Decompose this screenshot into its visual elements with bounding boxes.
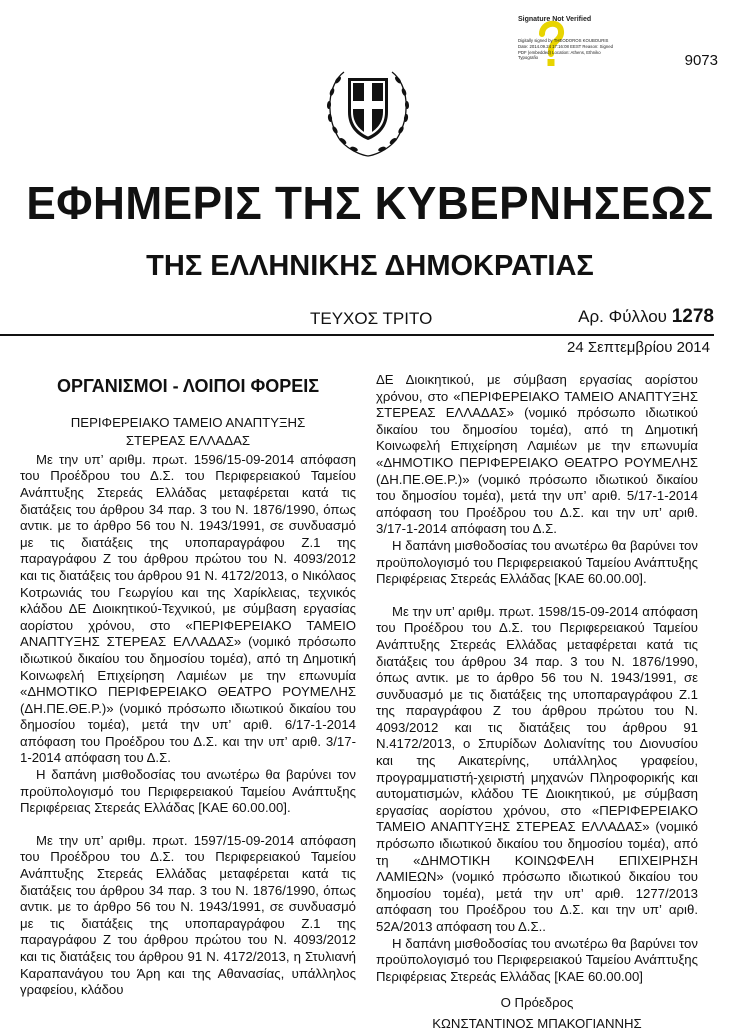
organization-name-line1: ΠΕΡΙΦΕΡΕΙΑΚΟ ΤΑΜΕΙΟ ΑΝΑΠΤΥΞΗΣ	[70, 414, 306, 430]
payroll-cost-paragraph: Η δαπάνη μισθοδοσίας του ανωτέρω θα βαρύνει τον προϋπολογισμό του Περιφερειακού Ταμείου Ανάπτυξης Περιφέρειας Στερεάς Ελλάδας [ΚΑΕ 60.00.00].	[20, 767, 356, 816]
greek-coat-of-arms-icon	[316, 56, 420, 160]
issue-date: 24 Σεπτεμβρίου 2014	[567, 339, 710, 356]
masthead-title: ΕΦΗΜΕΡΙΣ ΤΗΣ ΚΥΒΕΡΝΗΣΕΩΣ	[26, 177, 714, 229]
issue-type: ΤΕΥΧΟΣ ΤΡΙΤΟ	[310, 309, 433, 328]
sheet-number	[578, 306, 714, 328]
decision-1596-paragraph: Με την υπ’ αριθμ. πρωτ. 1596/15-09-2014 απόφαση του Προέδρου του Δ.Σ. του Περιφερειακού Ταμείου Ανάπτυξης Στερεάς Ελλάδας μεταφέρεται κατά τις διατάξεις του άρθρου 34 παρ. 3 του Ν. 1876/1990, όπως αντικ. με το άρθρο 56 του Ν. 1943/1991, σε συνδυασμό με τις διατάξεις της υποπαραγράφου Ζ.1 της παραγράφου Ζ του άρθρου πρώτου του Ν. 4093/2012 και τις διατάξεις του άρθρου 91 Ν. 4172/2013, ο Νικόλαος Κοτρωνιάς του Γεωργίου και της Χαρίκλειας, τεχνικός κλάδου ΔΕ Διοικητικού-Τεχνικού, με σύμβαση εργασίας αορίστου χρόνου, στο «ΠΕΡΙΦΕΡΕΙΑΚΟ ΤΑΜΕΙΟ ΑΝΑΠΤΥΞΗΣ ΣΤΕΡΕΑΣ ΕΛΛΑΔΑΣ» (νομικό πρόσωπο ιδιωτικού δικαίου του δημοσίου τομέα), από τη Δημοτική Κοινωφελή Επιχείρηση Λαμιέων με την επωνυμία «ΔΗΜΟΤΙΚΟ ΠΕΡΙΦΕΡΕΙΑΚΟ ΘΕΑΤΡΟ ΡΟΥΜΕΛΗΣ (ΔΗ.ΠΕ.ΘΕ.Ρ.)» (νομικό πρόσωπο ιδιωτικού δικαίου του δημοσίου τομέα), μετά την υπ’ αριθ. 6/17-1-2014 απόφαση του Προέδρου του Δ.Σ. και την υπ’ αριθ. 3/17-1-2014 απόφαση του Δ.Σ.	[20, 451, 356, 766]
decision-1598-paragraph: Με την υπ’ αριθμ. πρωτ. 1598/15-09-2014 απόφαση του Προέδρου του Δ.Σ. του Περιφερειακού Ταμείου Ανάπτυξης Στερεάς Ελλάδας μεταφέρεται κατά τις διατάξεις του άρθρου 34 παρ. 3 του Ν. 1876/1990, όπως αντικ. με το άρθρο 56 του Ν. 1943/1991, σε συνδυασμό με τις διατάξεις της υποπαραγράφου Ζ.1 της παραγράφου Ζ του άρθρου πρώτου του Ν. 4093/2012 και τις διατάξεις του άρθρου 91 Ν.4172/2013, ο Σπυρίδων Δολιανίτης του Διονυσίου και της Αικατερίνης, υπάλληλος γραφείου, προγραμματιστή-χειριστή μηχανών Πληροφορικής και αυτοματισμών, κλάδου ΤΕ Διοικητικού, με σύμβαση εργασίας αορίστου χρόνου, στο «ΠΕΡΙΦΕΡΕΙΑΚΟ ΤΑΜΕΙΟ ΑΝΑΠΤΥΞΗΣ ΣΤΕΡΕΑΣ ΕΛΛΑΔΑΣ» (νομικό πρόσωπο ιδιωτικού δικαίου του δημοσίου τομέα), από τη «ΔΗΜΟΤΙΚΗ ΚΟΙΝΩΦΕΛΗ ΕΠΙΧΕΙΡΗΣΗ ΛΑΜΙΕΩΝ» (νομικό πρόσωπο ιδιωτικού δικαίου του δημοσίου τομέα), μετά την υπ’ αριθ. 1277/2013 απόφαση του Προέδρου του Δ.Σ. και την υπ’ αριθ. 52Α/2013 απόφαση του Δ.Σ..	[376, 603, 698, 934]
organization-name-line2: ΣΤΕΡΕΑΣ ΕΛΛΑΔΑΣ	[125, 433, 251, 449]
right-column	[376, 372, 698, 1033]
signatory-name: ΚΩΝΣΤΑΝΤΙΝΟΣ ΜΠΑΚΟΓΙΑΝΝΗΣ	[432, 1015, 642, 1031]
signature-detail: Digitally signed by THEODOROS KOUBOURIS Date: 2014.09.24 17:16:08 EEST Reason: Signed PDF (embedded) Location: Athens, Ethniko Typografio	[518, 38, 613, 61]
decision-1597-continued-paragraph: ΔΕ Διοικητικού, με σύμβαση εργασίας αορίστου χρόνου, στο «ΠΕΡΙΦΕΡΕΙΑΚΟ ΤΑΜΕΙΟ ΑΝΑΠΤΥΞΗΣ ΣΤΕΡΕΑΣ ΕΛΛΑΔΑΣ» (νομικό πρόσωπο ιδιωτικού δικαίου του δημοσίου τομέα), από τη Δημοτική Κοινωφελή Επιχείρηση Λαμιέων με την επωνυμία «ΔΗΜΟΤΙΚΟ ΠΕΡΙΦΕΡΕΙΑΚΟ ΘΕΑΤΡΟ ΡΟΥΜΕΛΗΣ (ΔΗ.ΠΕ.ΘΕ.Ρ.)» (νομικό πρόσωπο ιδιωτικού δικαίου του δημοσίου τομέα), μετά την υπ’ αριθ. 5/17-1-2014 απόφαση του Προέδρου του Δ.Σ. και την υπ’ αριθ. 3/17-1-2014 απόφαση του Δ.Σ.	[376, 372, 698, 537]
signatory-role: Ο Πρόεδρος	[500, 995, 574, 1011]
decision-1597-paragraph: Με την υπ’ αριθμ. πρωτ. 1597/15-09-2014 απόφαση του Προέδρου του Δ.Σ. του Περιφερειακού Ταμείου Ανάπτυξης Στερεάς Ελλάδας μεταφέρεται κατά τις διατάξεις του άρθρου 34 παρ. 3 του Ν. 1876/1990, όπως αντικ. με το άρθρο 56 του Ν. 1943/1991, σε συνδυασμό με τις διατάξεις της υποπαραγράφου Ζ.1 της παραγράφου Ζ του άρθρου πρώτου του Ν. 4093/2012 και τις διατάξεις του άρθρου 91 Ν. 4172/2013, η Στυλιανή Καραπανάγου του Άρη και της Αθανασίας, υπάλληλος γραφείου, κλάδου	[20, 832, 356, 998]
sheet-number-value: 1278	[671, 306, 714, 327]
masthead-subtitle: ΤΗΣ ΕΛΛΗΝΙΚΗΣ ΔΗΜΟΚΡΑΤΙΑΣ	[146, 250, 594, 282]
page-number: 9073	[684, 52, 718, 69]
payroll-cost-paragraph: Η δαπάνη μισθοδοσίας του ανωτέρω θα βαρύνει τον προϋπολογισμό του Περιφερειακού Ταμείου Ανάπτυξης Περιφέρειας Στερεάς Ελλάδας [ΚΑΕ 60.00.00]	[376, 935, 698, 984]
payroll-cost-paragraph: Η δαπάνη μισθοδοσίας του ανωτέρω θα βαρύνει τον προϋπολογισμό του Περιφερειακού Ταμείου Ανάπτυξης Περιφέρειας Στερεάς Ελλάδας [ΚΑΕ 60.00.00].	[376, 537, 698, 587]
header-rule	[0, 334, 714, 336]
sheet-label: Αρ. Φύλλου	[578, 307, 667, 326]
left-column	[20, 372, 356, 999]
signature-badge	[514, 14, 614, 86]
signature-status: Signature Not Verified	[518, 16, 592, 23]
section-title: ΟΡΓΑΝΙΣΜΟΙ - ΛΟΙΠΟΙ ΦΟΡΕΙΣ	[56, 376, 320, 396]
